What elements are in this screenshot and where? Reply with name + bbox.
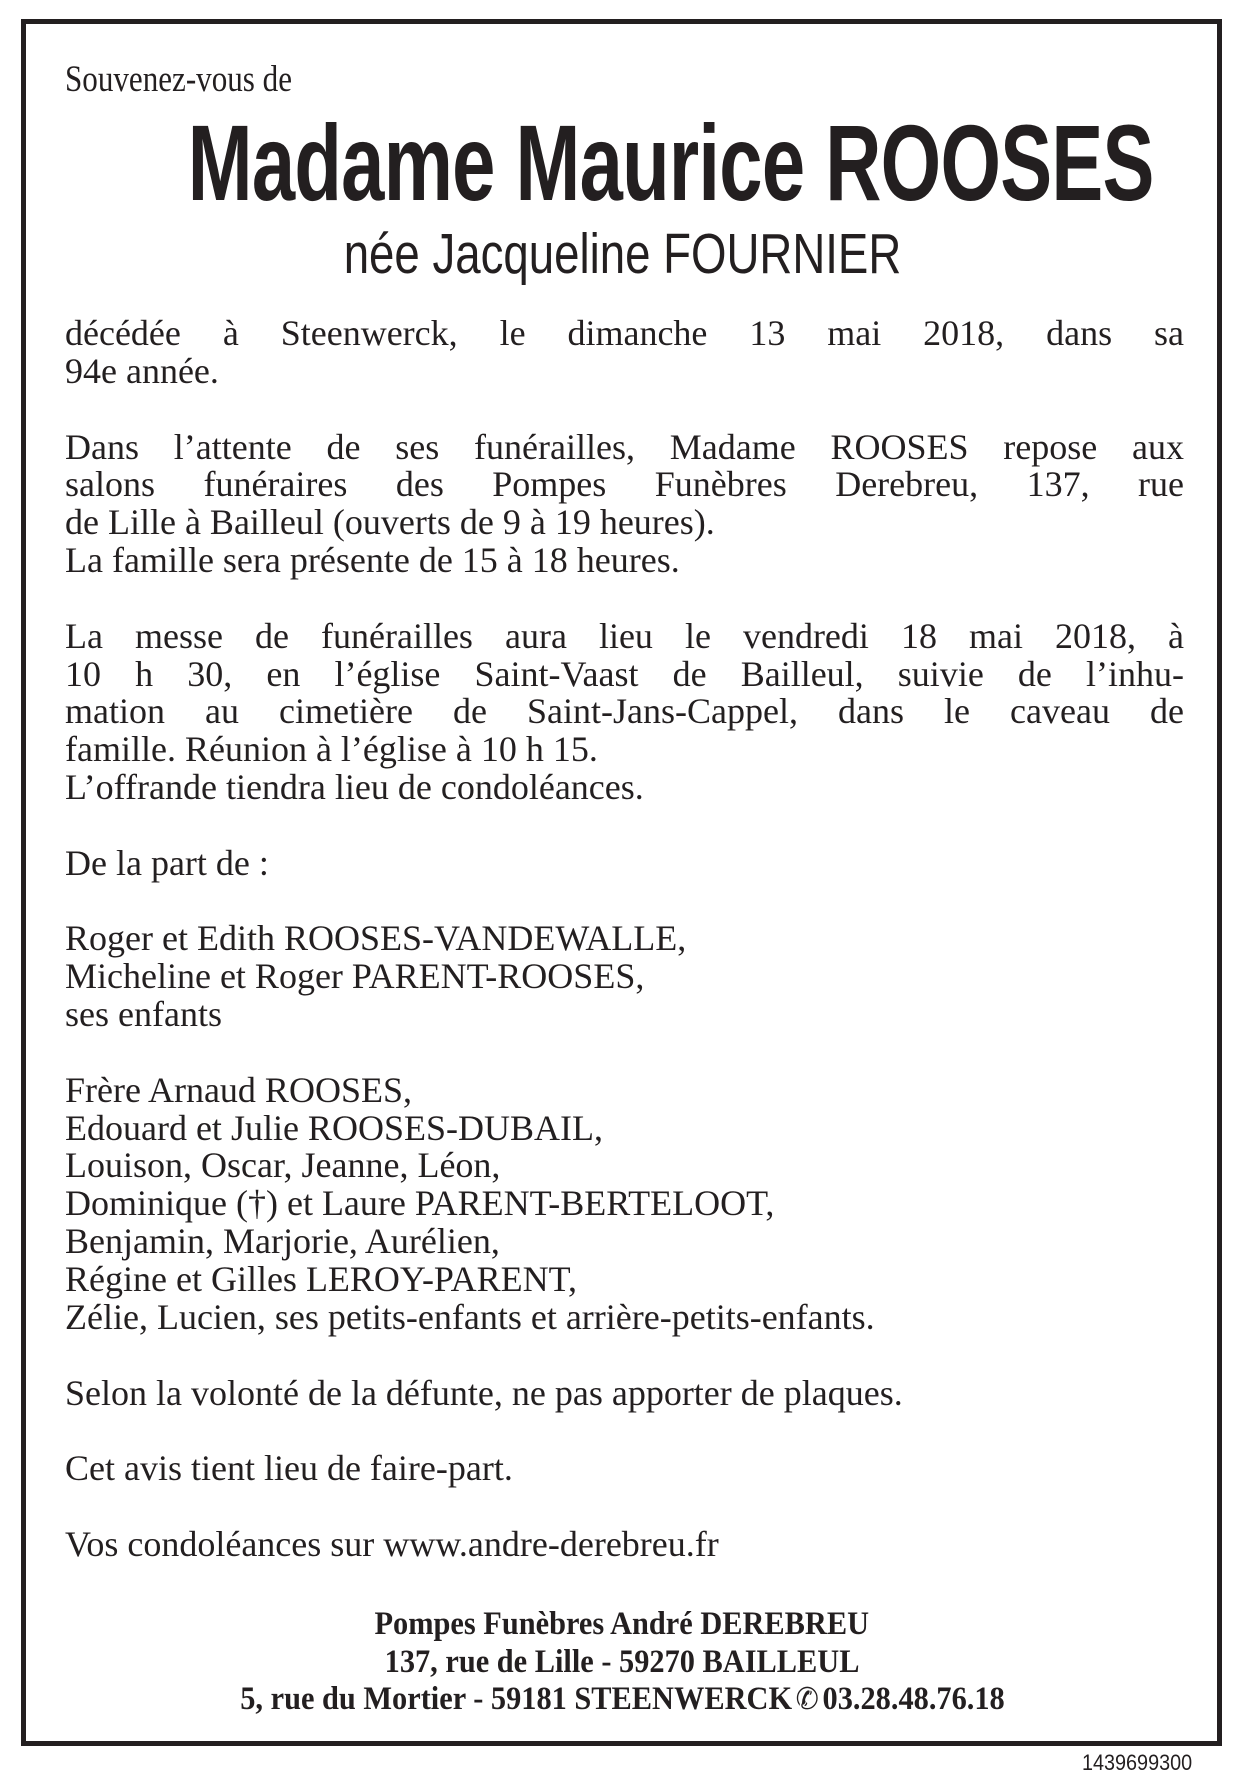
funeral-home-name-line bbox=[0, 1606, 1236, 1644]
paragraph-line: ses enfants bbox=[65, 994, 222, 1035]
funeral-home-address-1: 137, rue de Lille - 59270 BAILLEUL bbox=[384, 1643, 860, 1680]
paragraph-line: Cet avis tient lieu de faire-part. bbox=[65, 1448, 513, 1489]
reference-number: 1439699300 bbox=[1082, 1750, 1193, 1775]
notice-paragraph bbox=[65, 842, 1184, 883]
notice-paragraph bbox=[65, 920, 1184, 1034]
paragraph-line: Selon la volonté de la défunte, ne pas apporter de plaques. bbox=[65, 1372, 903, 1413]
notice-paragraph bbox=[65, 315, 1184, 391]
paragraph-line: Louison, Oscar, Jeanne, Léon, bbox=[65, 1145, 501, 1186]
notice-paragraph bbox=[65, 1523, 1184, 1564]
paragraph-line: Frère Arnaud ROOSES, bbox=[65, 1069, 412, 1110]
funeral-home-footer bbox=[0, 1606, 1236, 1719]
funeral-home-address-1-line bbox=[0, 1644, 1236, 1682]
paragraph-line: de Lille à Bailleul (ouverts de 9 à 19 heures). bbox=[65, 502, 715, 543]
paragraph-line: Roger et Edith ROOSES-VANDEWALLE, bbox=[65, 918, 687, 959]
notice-paragraph bbox=[65, 426, 1184, 581]
paragraph-line: Zélie, Lucien, ses petits-enfants et arrière-petits-enfants. bbox=[65, 1296, 875, 1337]
paragraph-line: 94e année. bbox=[65, 350, 219, 391]
paragraph-line: Dominique (†) et Laure PARENT-BERTELOOT, bbox=[65, 1183, 775, 1224]
paragraph-line: décédée à Steenwerck, le dimanche 13 mai 2018, dans sa bbox=[65, 313, 1184, 353]
funeral-home-address-2-line bbox=[0, 1681, 1236, 1719]
paragraph-line: La famille sera présente de 15 à 18 heures. bbox=[65, 540, 680, 581]
paragraph-line: 10 h 30, en l’église Saint-Vaast de Bailleul, suivie de l’inhu- bbox=[65, 653, 1184, 694]
funeral-home-phone: 03.28.48.76.18 bbox=[822, 1681, 1005, 1717]
paragraph-line: Edouard et Julie ROOSES-DUBAIL, bbox=[65, 1107, 603, 1148]
paragraph-line: Benjamin, Marjorie, Aurélien, bbox=[65, 1221, 500, 1262]
notice-paragraph bbox=[65, 1372, 1184, 1413]
notice-paragraph bbox=[65, 615, 1184, 808]
paragraph-line: mation au cimetière de Saint-Jans-Cappel, dans le caveau de bbox=[65, 691, 1184, 732]
deceased-name-heading bbox=[0, 102, 1236, 223]
maiden-name: née Jacqueline FOURNIER bbox=[343, 222, 901, 286]
paragraph-line: Micheline et Roger PARENT-ROOSES, bbox=[65, 956, 645, 997]
deceased-name: Madame Maurice ROOSES bbox=[187, 102, 1154, 223]
maiden-name-heading bbox=[0, 222, 1236, 286]
notice-paragraph bbox=[65, 1450, 1184, 1488]
paragraph-line: Vos condoléances sur www.andre-derebreu.fr bbox=[65, 1523, 719, 1564]
notice-paragraph bbox=[65, 1069, 1184, 1337]
intro-text: Souvenez-vous de bbox=[65, 59, 293, 100]
paragraph-line: salons funéraires des Pompes Funèbres Derebreu, 137, rue bbox=[65, 464, 1184, 505]
paragraph-line: La messe de funérailles aura lieu le vendredi 18 mai 2018, à bbox=[65, 615, 1184, 656]
funeral-home-name: Pompes Funèbres André DEREBREU bbox=[374, 1606, 870, 1642]
funeral-home-address-2: 5, rue du Mortier - 59181 STEENWERCK bbox=[239, 1681, 792, 1717]
paragraph-line: famille. Réunion à l’église à 10 h 15. bbox=[65, 729, 598, 770]
paragraph-line: Régine et Gilles LEROY-PARENT, bbox=[65, 1259, 577, 1300]
paragraph-line: L’offrande tiendra lieu de condoléances. bbox=[65, 767, 644, 808]
telephone-icon: ✆ bbox=[795, 1682, 819, 1717]
notice-body bbox=[65, 315, 1184, 1602]
paragraph-line: Dans l’attente de ses funérailles, Madame ROOSES repose aux bbox=[65, 426, 1184, 467]
paragraph-line: De la part de : bbox=[65, 842, 269, 883]
